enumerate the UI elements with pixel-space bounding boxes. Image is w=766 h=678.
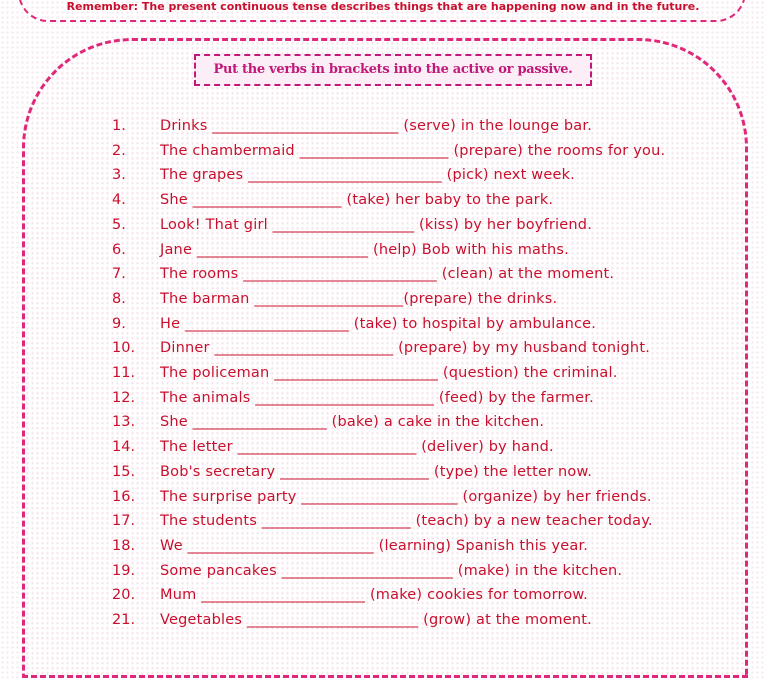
- item-number: 7.: [112, 266, 126, 283]
- item-sentence: The rooms __________________________ (clean) at the moment.: [160, 266, 615, 283]
- item-sentence: The chambermaid ____________________ (prepare) the rooms for you.: [160, 142, 666, 159]
- item-number: 18.: [112, 537, 136, 554]
- remember-note: Remember: The present continuous tense describes things that are happening now and in the future.: [66, 0, 700, 13]
- item-sentence: Some pancakes _______________________ (make) in the kitchen.: [160, 562, 623, 579]
- item-sentence: The animals ________________________ (feed) by the farmer.: [160, 389, 594, 406]
- item-number: 12.: [112, 389, 136, 406]
- item-number: 9.: [112, 315, 126, 332]
- item-number: 2.: [112, 142, 126, 159]
- item-number: 16.: [112, 488, 136, 505]
- item-sentence: The barman ____________________(prepare) the drinks.: [160, 290, 558, 307]
- item-sentence: Drinks _________________________ (serve) in the lounge bar.: [160, 118, 593, 134]
- item-sentence: Bob's secretary ____________________ (type) the letter now.: [160, 463, 593, 480]
- item-number: 15.: [112, 463, 136, 480]
- item-number: 6.: [112, 241, 126, 258]
- item-number: 21.: [112, 612, 136, 628]
- item-number: 19.: [112, 562, 136, 579]
- item-number: 3.: [112, 167, 126, 184]
- item-number: 1.: [112, 118, 126, 134]
- item-sentence: The surprise party _____________________ (organize) by her friends.: [160, 488, 652, 505]
- item-number: 17.: [112, 513, 136, 530]
- item-sentence: The letter ________________________ (deliver) by hand.: [160, 439, 554, 456]
- item-sentence: Vegetables _______________________ (grow) at the moment.: [160, 612, 592, 628]
- item-sentence: She ____________________ (take) her baby to the park.: [160, 192, 554, 209]
- item-sentence: She __________________ (bake) a cake in the kitchen.: [160, 414, 545, 431]
- item-sentence: He ______________________ (take) to hospital by ambulance.: [160, 315, 597, 332]
- item-number: 20.: [112, 587, 136, 604]
- item-sentence: The students ____________________ (teach) by a new teacher today.: [160, 513, 653, 530]
- item-sentence: Jane _______________________ (help) Bob with his maths.: [160, 241, 569, 258]
- item-number: 4.: [112, 192, 126, 209]
- item-sentence: Look! That girl ___________________ (kiss) by her boyfriend.: [160, 216, 593, 233]
- item-sentence: Dinner ________________________ (prepare) by my husband tonight.: [160, 340, 651, 357]
- item-number: 10.: [112, 340, 136, 357]
- item-number: 14.: [112, 439, 136, 456]
- item-number: 5.: [112, 216, 126, 233]
- item-sentence: The policeman ______________________ (question) the criminal.: [160, 365, 618, 381]
- item-number: 11.: [112, 365, 136, 381]
- item-sentence: We _________________________ (learning) Spanish this year.: [160, 537, 589, 554]
- item-sentence: The grapes __________________________ (pick) next week.: [160, 167, 575, 184]
- item-number: 8.: [112, 290, 126, 307]
- instruction-banner: Put the verbs in brackets into the active or passive.: [194, 54, 592, 86]
- item-number: 13.: [112, 414, 136, 431]
- item-sentence: Mum ______________________ (make) cookies for tomorrow.: [160, 587, 588, 604]
